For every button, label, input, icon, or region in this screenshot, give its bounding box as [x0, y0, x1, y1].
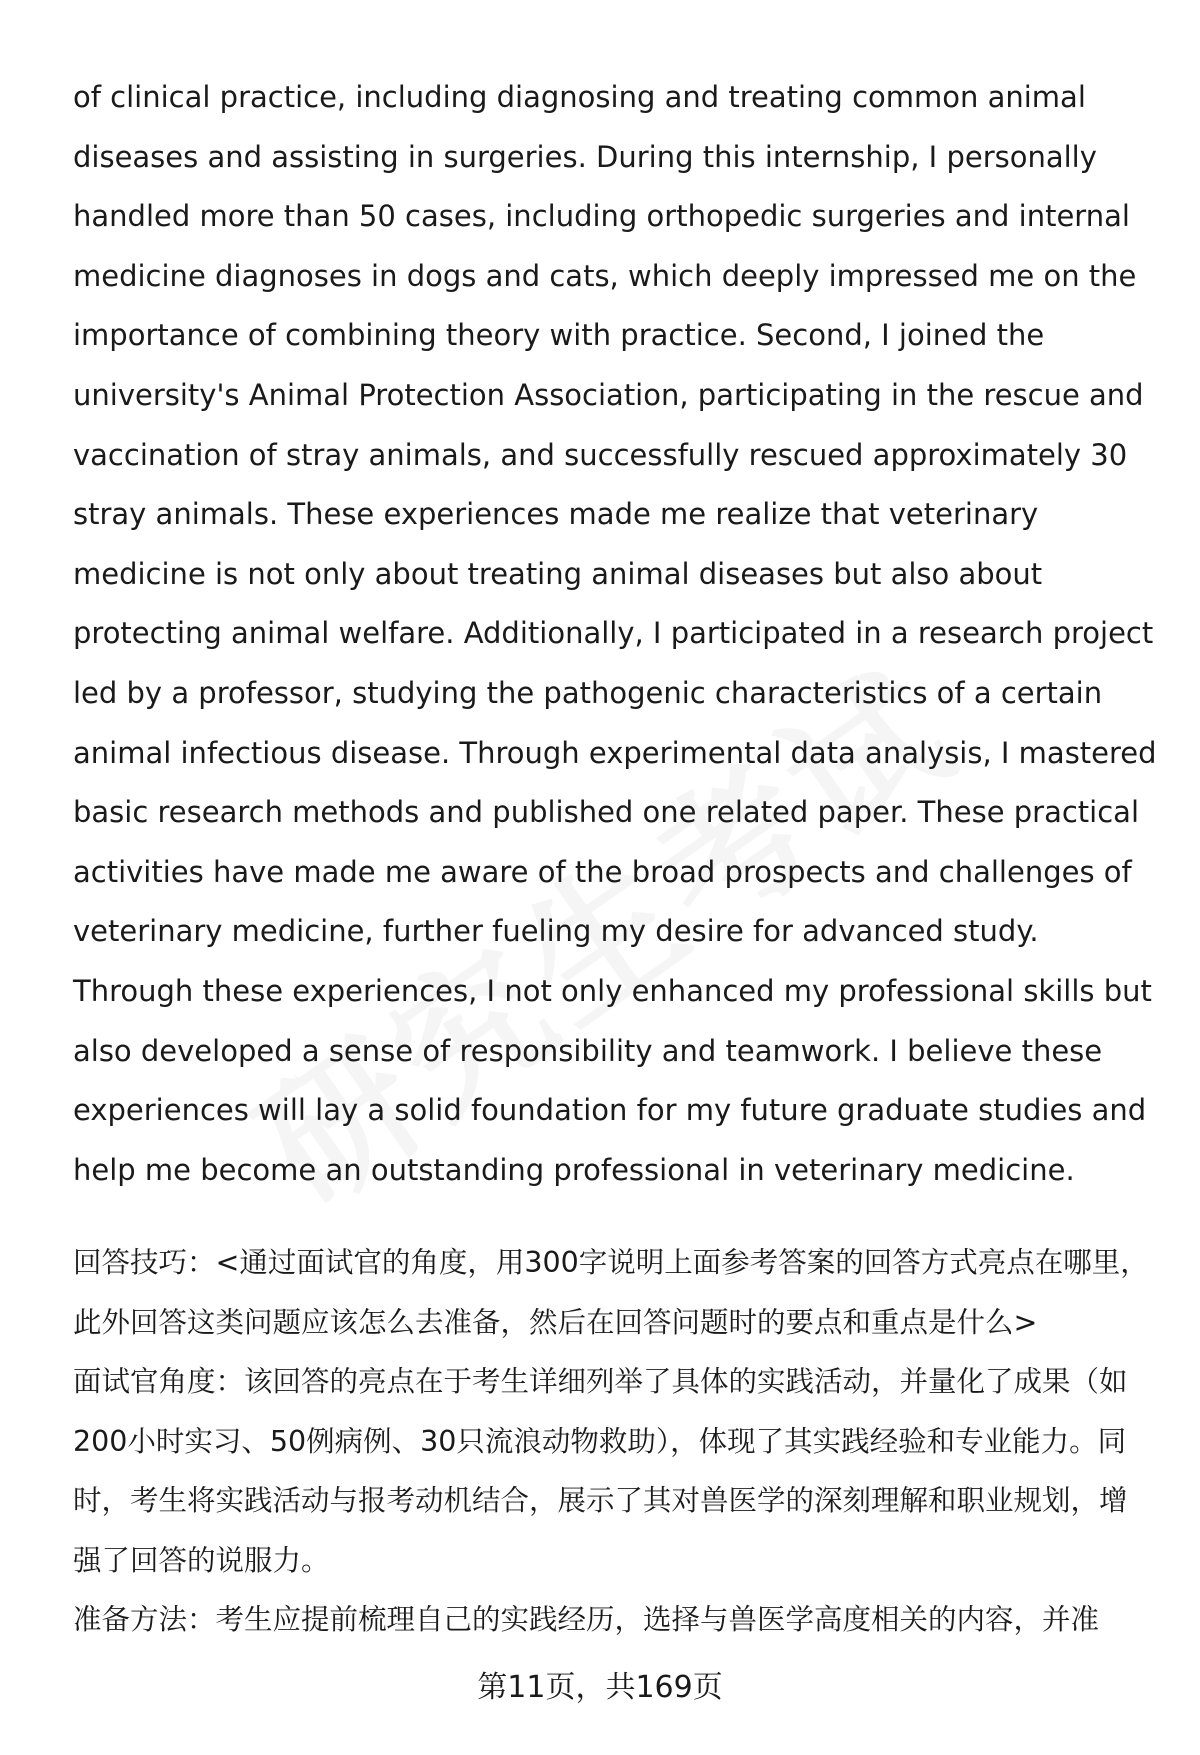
interviewer-view-paragraph: 面试官角度：该回答的亮点在于考生详细列举了具体的实践活动，并量化了成果（如200小时实习、50例病例、30只流浪动物救助），体现了其实践经验和专业能力。同时，考生将实践活动与报考动机结合，展示了其对兽医学的深刻理解和职业规划，增强了回答的说服力。	[73, 1365, 1128, 1577]
answer-analysis-section	[73, 1233, 1153, 1650]
page-footer: 第11页，共169页	[477, 1670, 723, 1705]
answer-tips-paragraph: 回答技巧：<通过面试官的角度，用300字说明上面参考答案的回答方式亮点在哪里，此外回答这类问题应该怎么去准备，然后在回答问题时的要点和重点是什么>	[73, 1246, 1149, 1339]
english-paragraph: of clinical practice, including diagnosing and treating common animal diseases and assisting in surgeries. During this internship, I personally handled more than 50 cases, including orthopedic surgeries and internal medicine diagnoses in dogs and cats, which deeply impressed me on the importance of combining theory with practice. Second, I joined the university's Animal Protection Association, participating in the rescue and vaccination of stray animals, and successfully rescued approximately 30 stray animals. These experiences made me realize that veterinary medicine is not only about treating animal diseases but also about protecting animal welfare. Additionally, I participated in a research project led by a professor, studying the pathogenic characteristics of a certain animal infectious disease. Through experimental data analysis, I mastered basic research methods and published one related paper. These practical activities have made me aware of the broad prospects and challenges of veterinary medicine, further fueling my desire for advanced study. Through these experiences, I not only enhanced my professional skills but also developed a sense of responsibility and teamwork. I believe these experiences will lay a solid foundation for my future graduate studies and help me become an outstanding professional in veterinary medicine.	[73, 80, 1157, 1187]
preparation-paragraph: 准备方法：考生应提前梳理自己的实践经历，选择与兽医学高度相关的内容，并准	[73, 1603, 1100, 1636]
